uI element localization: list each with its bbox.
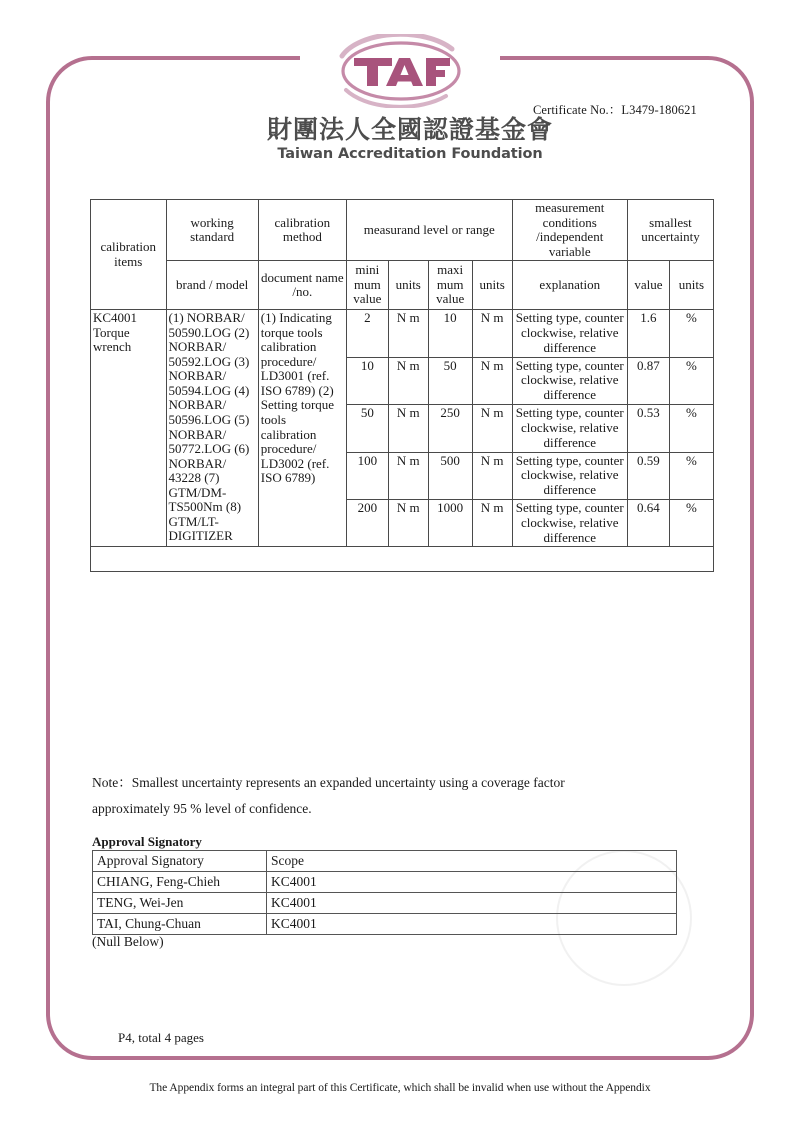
cell-minimum-value: 10 <box>346 357 388 404</box>
cell-calibration-method: (1) Indicating torque tools calibration procedure/ LD3001 (ref. ISO 6789) (2) Setting torque tools calibration procedure/ LD3002 (ref. ISO 6789) <box>258 310 346 547</box>
cell-working-standard: (1) NORBAR/ 50590.LOG (2) NORBAR/ 50592.LOG (3) NORBAR/ 50594.LOG (4) NORBAR/ 50596.LOG (5) NORBAR/ 50772.LOG (6) NORBAR/ 43228 (7) GTM/DM-TS500Nm (8) GTM/LT-DIGITIZER <box>166 310 258 547</box>
cell-uncertainty-units: % <box>669 357 713 404</box>
cell-explanation: Setting type, counter clockwise, relative difference <box>512 499 627 546</box>
cell-empty-spacer <box>91 547 714 572</box>
cell-maximum-value: 50 <box>428 357 472 404</box>
table-row <box>93 893 677 914</box>
cell-uncertainty-value: 0.64 <box>627 499 669 546</box>
cell-explanation: Setting type, counter clockwise, relative difference <box>512 310 627 357</box>
cell-maximum-value: 1000 <box>428 499 472 546</box>
header-uncertainty-units: units <box>669 261 713 310</box>
table-row <box>91 310 714 357</box>
note-line-1: Note：Smallest uncertainty represents an expanded uncertainty using a coverage factor <box>92 775 565 790</box>
header-smallest-uncertainty: smallest uncertainty <box>627 200 713 261</box>
header-explanation: explanation <box>512 261 627 310</box>
taf-logo <box>326 34 476 108</box>
cell-units-max: N m <box>472 357 512 404</box>
header-brand-model: brand / model <box>166 261 258 310</box>
null-below-text: (Null Below) <box>92 934 164 949</box>
org-name-zh: 財團法人全國認證基金會 <box>266 115 553 144</box>
cell-units-max: N m <box>472 310 512 357</box>
header-units-min: units <box>388 261 428 310</box>
cell-units-min: N m <box>388 310 428 357</box>
cell-minimum-value: 100 <box>346 452 388 499</box>
cell-minimum-value: 2 <box>346 310 388 357</box>
cell-maximum-value: 10 <box>428 310 472 357</box>
header-calibration-items: calibration items <box>91 200 167 310</box>
page-number: P4, total 4 pages <box>118 1030 204 1045</box>
cell-calibration-item: KC4001 Torque wrench <box>91 310 167 547</box>
appendix-disclaimer: The Appendix forms an integral part of this Certificate, which shall be invalid when use without the Appendix <box>149 1082 651 1094</box>
cell-signatory-scope: KC4001 <box>267 893 677 914</box>
cell-explanation: Setting type, counter clockwise, relative difference <box>512 405 627 452</box>
approval-signatory-heading: Approval Signatory <box>92 834 202 849</box>
header-document-name-no: document name /no. <box>258 261 346 310</box>
cell-signatory-name: CHIANG, Feng-Chieh <box>93 872 267 893</box>
cell-uncertainty-value: 0.53 <box>627 405 669 452</box>
cell-units-min: N m <box>388 452 428 499</box>
approval-signatory-table <box>92 850 677 935</box>
cell-uncertainty-units: % <box>669 405 713 452</box>
header-maximum-value: maxi mum value <box>428 261 472 310</box>
header-working-standard: working standard <box>166 200 258 261</box>
org-name-en: Taiwan Accreditation Foundation <box>277 146 543 162</box>
header-units-max: units <box>472 261 512 310</box>
cell-signatory-name: TAI, Chung-Chuan <box>93 914 267 935</box>
cell-units-max: N m <box>472 499 512 546</box>
organization-name <box>260 116 560 162</box>
header-approval-signatory: Approval Signatory <box>93 851 267 872</box>
calibration-scope-table <box>90 199 714 572</box>
header-calibration-method: calibration method <box>258 200 346 261</box>
header-scope: Scope <box>267 851 677 872</box>
cell-units-min: N m <box>388 405 428 452</box>
header-measurement-conditions: measurement conditions /independent variable <box>512 200 627 261</box>
cell-explanation: Setting type, counter clockwise, relative difference <box>512 452 627 499</box>
cell-uncertainty-units: % <box>669 499 713 546</box>
table-row <box>93 872 677 893</box>
cell-units-min: N m <box>388 499 428 546</box>
cell-minimum-value: 50 <box>346 405 388 452</box>
table-header-row-1 <box>91 200 714 261</box>
cell-uncertainty-units: % <box>669 452 713 499</box>
cell-units-max: N m <box>472 405 512 452</box>
note-line-2: approximately 95 % level of confidence. <box>92 801 312 817</box>
header-minimum-value: mini mum value <box>346 261 388 310</box>
header-uncertainty-value: value <box>627 261 669 310</box>
cell-uncertainty-value: 1.6 <box>627 310 669 357</box>
cell-signatory-scope: KC4001 <box>267 914 677 935</box>
cell-uncertainty-units: % <box>669 310 713 357</box>
table-row-empty <box>91 547 714 572</box>
table-row <box>93 914 677 935</box>
table-header-row <box>93 851 677 872</box>
cell-signatory-scope: KC4001 <box>267 872 677 893</box>
certificate-number: Certificate No.：L3479-180621 <box>533 103 697 117</box>
cell-uncertainty-value: 0.59 <box>627 452 669 499</box>
cell-units-min: N m <box>388 357 428 404</box>
table-header-row-2 <box>91 261 714 310</box>
header-measurand-level-or-range: measurand level or range <box>346 200 512 261</box>
cell-units-max: N m <box>472 452 512 499</box>
cell-maximum-value: 500 <box>428 452 472 499</box>
cell-explanation: Setting type, counter clockwise, relative difference <box>512 357 627 404</box>
cell-signatory-name: TENG, Wei-Jen <box>93 893 267 914</box>
cell-uncertainty-value: 0.87 <box>627 357 669 404</box>
cell-maximum-value: 250 <box>428 405 472 452</box>
cell-minimum-value: 200 <box>346 499 388 546</box>
uncertainty-note <box>92 770 712 823</box>
